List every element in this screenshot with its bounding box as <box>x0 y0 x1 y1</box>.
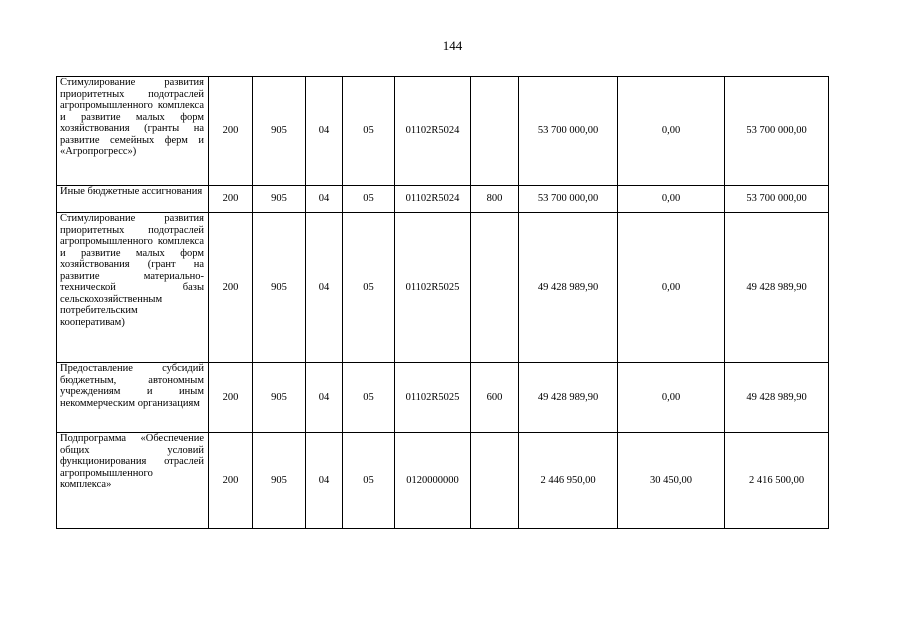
section-code: 04 <box>306 77 343 186</box>
admin-code: 200 <box>209 433 253 529</box>
federal-amount: 49 428 989,90 <box>725 363 829 433</box>
table-row <box>57 77 829 186</box>
row-name: Предоставление субсидий бюджетным, автономным учреждениям и иным некоммерческим организациям <box>57 363 209 433</box>
total-amount: 53 700 000,00 <box>519 77 618 186</box>
other-amount: 0,00 <box>618 77 725 186</box>
section-code: 04 <box>306 363 343 433</box>
table-row <box>57 363 829 433</box>
federal-amount: 49 428 989,90 <box>725 213 829 363</box>
row-name: Стимулирование развития приоритетных подотраслей агропромышленного комплекса и развитие малых форм хозяйствования (гранты на развитие семейных ферм и «Агропрогресс») <box>57 77 209 186</box>
row-name: Иные бюджетные ассигнования <box>57 186 209 213</box>
row-name: Стимулирование развития приоритетных подотраслей агропромышленного комплекса и развитие малых форм хозяйствования (грант на развитие материально-технической базы сельскохозяйственным потребительским кооперативам) <box>57 213 209 363</box>
other-amount: 30 450,00 <box>618 433 725 529</box>
table-row <box>57 186 829 213</box>
federal-amount: 53 700 000,00 <box>725 186 829 213</box>
subsection-code: 05 <box>343 363 395 433</box>
section-code: 04 <box>306 433 343 529</box>
target-code: 01102R5025 <box>395 213 471 363</box>
expense-type-code: 800 <box>471 186 519 213</box>
expense-type-code: 600 <box>471 363 519 433</box>
subsection-code: 05 <box>343 433 395 529</box>
target-code: 01102R5024 <box>395 77 471 186</box>
other-amount: 0,00 <box>618 213 725 363</box>
target-code: 01102R5025 <box>395 363 471 433</box>
ministry-code: 905 <box>253 363 306 433</box>
expense-type-code <box>471 77 519 186</box>
total-amount: 53 700 000,00 <box>519 186 618 213</box>
target-code: 01102R5024 <box>395 186 471 213</box>
ministry-code: 905 <box>253 213 306 363</box>
ministry-code: 905 <box>253 186 306 213</box>
expense-type-code <box>471 213 519 363</box>
subsection-code: 05 <box>343 77 395 186</box>
section-code: 04 <box>306 213 343 363</box>
section-code: 04 <box>306 186 343 213</box>
budget-table <box>56 76 829 529</box>
admin-code: 200 <box>209 213 253 363</box>
table-row <box>57 213 829 363</box>
total-amount: 49 428 989,90 <box>519 213 618 363</box>
total-amount: 49 428 989,90 <box>519 363 618 433</box>
ministry-code: 905 <box>253 77 306 186</box>
admin-code: 200 <box>209 186 253 213</box>
table-body <box>57 77 829 529</box>
admin-code: 200 <box>209 77 253 186</box>
other-amount: 0,00 <box>618 186 725 213</box>
expense-type-code <box>471 433 519 529</box>
federal-amount: 53 700 000,00 <box>725 77 829 186</box>
admin-code: 200 <box>209 363 253 433</box>
table-row <box>57 433 829 529</box>
other-amount: 0,00 <box>618 363 725 433</box>
ministry-code: 905 <box>253 433 306 529</box>
subsection-code: 05 <box>343 213 395 363</box>
row-name: Подпрограмма «Обеспечение общих условий функционирования отраслей агропромышленного комплекса» <box>57 433 209 529</box>
page-number: 144 <box>442 38 463 53</box>
total-amount: 2 446 950,00 <box>519 433 618 529</box>
target-code: 0120000000 <box>395 433 471 529</box>
federal-amount: 2 416 500,00 <box>725 433 829 529</box>
subsection-code: 05 <box>343 186 395 213</box>
